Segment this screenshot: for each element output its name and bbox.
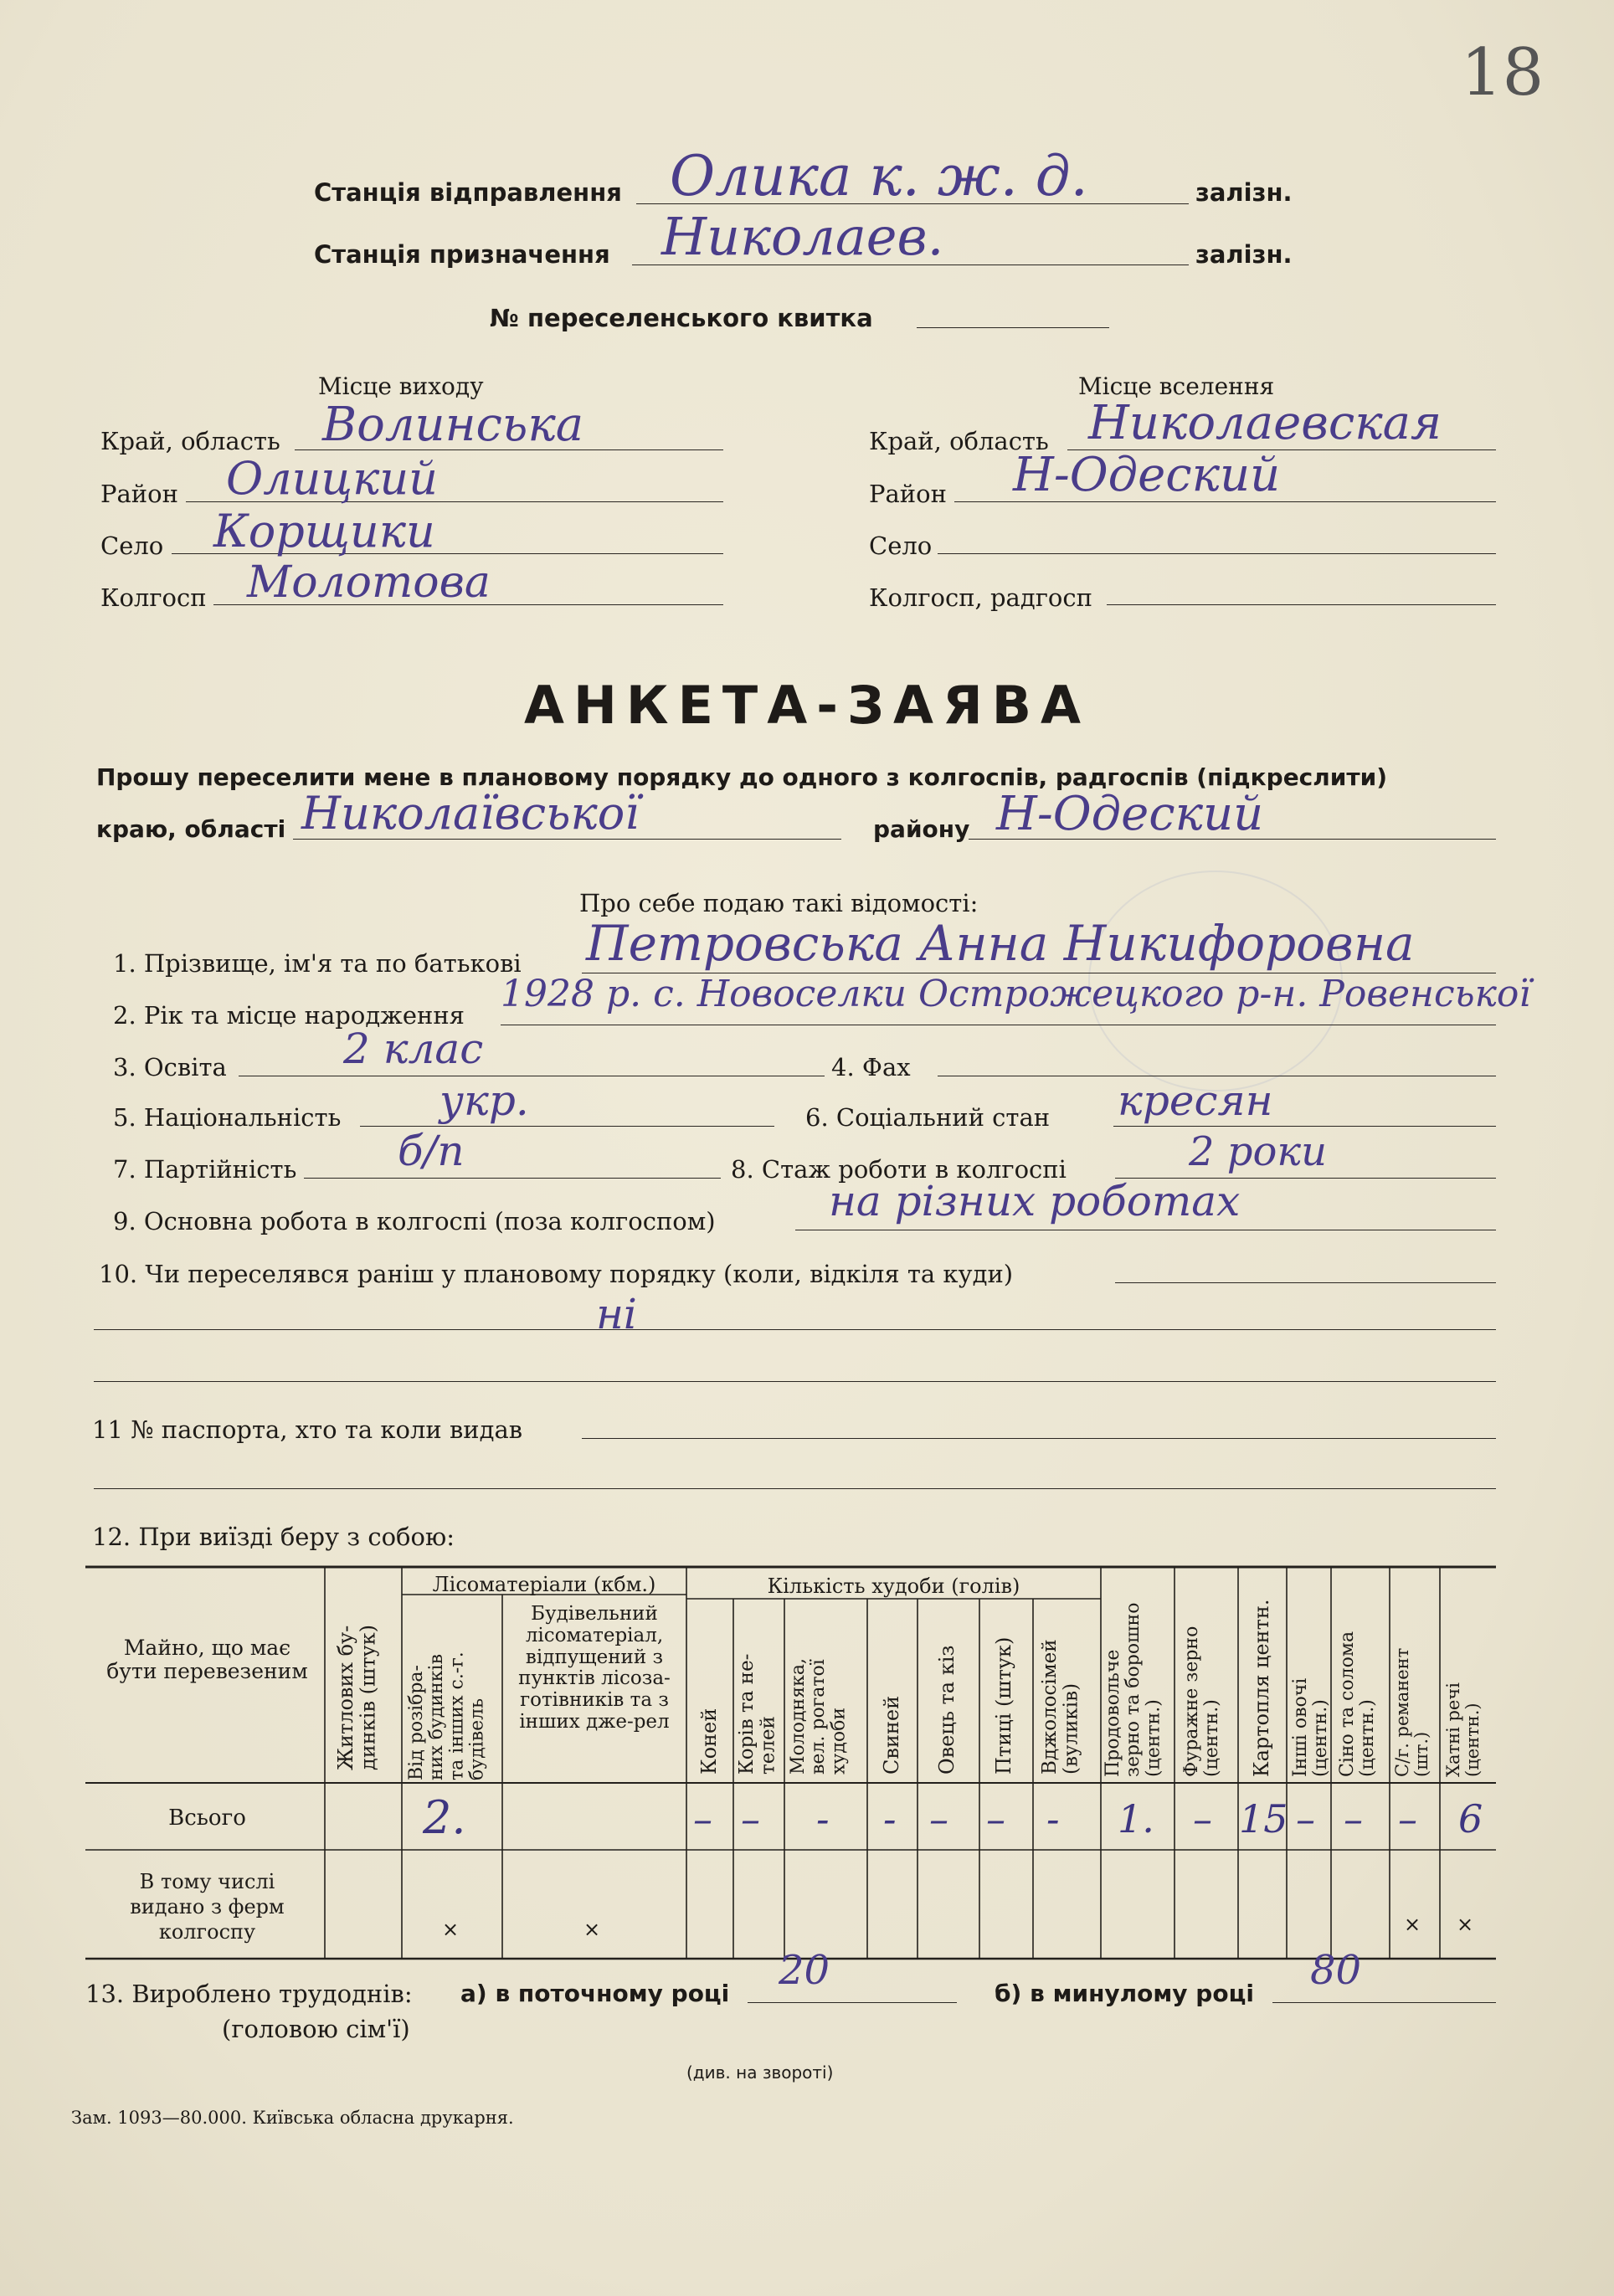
table-header-potato: Картопля центн. [1250,1599,1273,1777]
table-row-farm-label: В тому числі видано з ферм колгоспу [130,1870,285,1944]
field-8-value: 2 роки [1189,1128,1327,1175]
origin-region-value: Волинська [322,398,584,452]
field-12-label: 12. При виїзді беру з собою: [92,1523,455,1551]
ticket-number-label: № переселенського квитка [490,304,873,332]
table-header-horses: Коней [697,1708,721,1775]
field-3-value: 2 клас [343,1025,484,1073]
total-young-cattle: - [816,1796,830,1841]
table-header-young-cattle: Молодняка, вел. рогатої худоби [788,1658,850,1775]
total-horses: – [693,1796,712,1841]
destination-village-label: Село [869,532,933,560]
destination-district-label: Район [869,480,947,508]
table-header-pigs: Свиней [880,1695,903,1775]
form-title: АНКЕТА-ЗАЯВА [524,675,1090,736]
origin-kolkhoz-value: Молотова [247,557,491,608]
total-hay: – [1344,1796,1363,1841]
table-header-machines: С/г. реманент (шт.) [1392,1647,1432,1777]
table-header-fodder: Фуражне зерно (центн.) [1181,1626,1223,1777]
workdays-label: 13. Вироблено трудоднів: [85,1980,413,2008]
total-household: 6 [1458,1796,1483,1841]
farm-mark-timber-dismantled: × [442,1918,460,1941]
destination-region-label: Край, область [869,427,1049,455]
field-1-label: 1. Прізвище, ім'я та по батькові [113,949,522,978]
origin-heading: Місце виходу [318,372,484,400]
destination-region-value: Николаевская [1088,396,1442,450]
total-grain: 1. [1118,1796,1154,1841]
field-3-label: 3. Освіта [113,1053,227,1081]
request-region-value: Николаївської [301,787,640,840]
origin-district-value: Олицкий [226,452,438,505]
departure-rail-suffix: залізн. [1195,178,1293,207]
destination-kolkhoz-label: Колгосп, радгосп [869,583,1092,612]
workdays-sublabel: (головою сім'ї) [222,2015,410,2043]
field-9-label: 9. Основна робота в колгоспі (поза колгоспом) [113,1207,716,1235]
total-timber-dismantled: 2. [423,1791,466,1844]
total-fodder: – [1193,1796,1212,1841]
table-header-livestock: Кількість худоби (голів) [767,1574,1020,1598]
workdays-current-line [748,2002,957,2003]
workdays-previous-label: б) в минулому році [995,1980,1254,2007]
origin-kolkhoz-label: Колгосп [100,583,207,612]
request-region-label: краю, області [96,815,286,843]
table-header-grain: Продовольче зерно та борошно (центн.) [1103,1602,1164,1777]
printer-footer: Зам. 1093—80.000. Київська обласна друкарня. [71,2108,514,2128]
table-header-timber-issued: Будівельний лісоматеріал, відпущений з пунктів лісоза-готівників та з інших дже-рел [518,1603,671,1733]
destination-station-value: Николаев. [661,206,944,267]
field-9-value: на різних роботах [829,1177,1241,1225]
field-1-value: Петровська Анна Никифоровна [586,915,1415,972]
field-5-label: 5. Національність [113,1103,342,1132]
origin-village-value: Корщики [213,505,435,557]
table-row-total-label: Всього [168,1805,246,1831]
workdays-previous-value: 80 [1310,1947,1362,1994]
total-bees: - [1046,1796,1060,1841]
field-6-label: 6. Соціальний стан [805,1103,1051,1132]
farm-mark-machines: × [1404,1913,1421,1936]
destination-station-label: Станція призначення [314,240,610,269]
request-text: Прошу переселити мене в плановому порядку до одного з колгоспів, радгоспів (підкреслити) [96,763,1388,791]
field-10-value: ні [596,1290,637,1338]
table-header-property: Майно, що має бути перевезеним [106,1636,308,1683]
workdays-current-value: 20 [779,1947,830,1994]
workdays-previous-line [1272,2002,1496,2003]
table-header-houses: Житлових бу- динків (штук) [334,1624,380,1770]
table-header-sheep: Овець та кіз [935,1645,959,1775]
total-birds: – [986,1796,1005,1841]
departure-station-value: Олика к. ж. д. [670,144,1088,208]
total-potato: 15 [1239,1796,1288,1841]
total-cows: – [741,1796,760,1841]
origin-region-label: Край, область [100,427,280,455]
field-11-label: 11 № паспорта, хто та коли видав [92,1415,523,1444]
table-header-cows: Корів та не- телей [736,1653,779,1775]
table-header-timber: Лісоматеріали (кбм.) [432,1573,656,1596]
farm-mark-household: × [1457,1913,1474,1936]
total-vegetables: – [1296,1796,1315,1841]
farm-mark-timber-issued: × [583,1918,601,1941]
total-sheep: – [929,1796,948,1841]
page-number: 18 [1461,35,1545,110]
field-8-label: 8. Стаж роботи в колгоспі [731,1155,1067,1184]
request-district-value: Н-Одеский [996,787,1264,841]
field-2-value: 1928 р. с. Новоселки Острожецкого р-н. Ровенської [501,973,1531,1015]
table-header-birds: Птиці (штук) [992,1636,1015,1775]
total-machines: – [1398,1796,1417,1841]
field-2-label: 2. Рік та місце народження [113,1001,465,1030]
table-header-hay: Сіно та солома (центн.) [1337,1631,1379,1777]
origin-district-label: Район [100,480,178,508]
request-district-label: району [873,815,970,843]
origin-village-label: Село [100,532,164,560]
see-reverse-note: (див. на звороті) [686,2062,834,2083]
workdays-current-label: а) в поточному році [460,1980,730,2007]
table-header-vegetables: Інші овочі (центн.) [1290,1677,1332,1777]
table-header-household: Хатні речі (центн.) [1443,1682,1483,1777]
departure-station-label: Станція відправлення [314,178,622,207]
destination-rail-suffix: залізн. [1195,240,1293,269]
field-4-label: 4. Фах [831,1053,911,1081]
field-10-label: 10. Чи переселявся раніш у плановому порядку (коли, відкіля та куди) [99,1260,1014,1288]
destination-district-value: Н-Одеский [1013,448,1281,502]
field-7-label: 7. Партійність [113,1155,297,1184]
field-6-value: кресян [1118,1076,1273,1125]
field-7-value: б/п [398,1127,465,1175]
table-header-bees: Вджолосімей (вуликів) [1039,1639,1082,1775]
table-header-timber-dismantled: Від розібра- них будинків та інших с.-г. будівель [406,1651,488,1780]
destination-heading: Місце вселення [1078,372,1275,400]
total-pigs: - [883,1796,897,1841]
info-intro: Про себе подаю такі відомості: [579,889,979,917]
field-5-value: укр. [439,1076,529,1125]
